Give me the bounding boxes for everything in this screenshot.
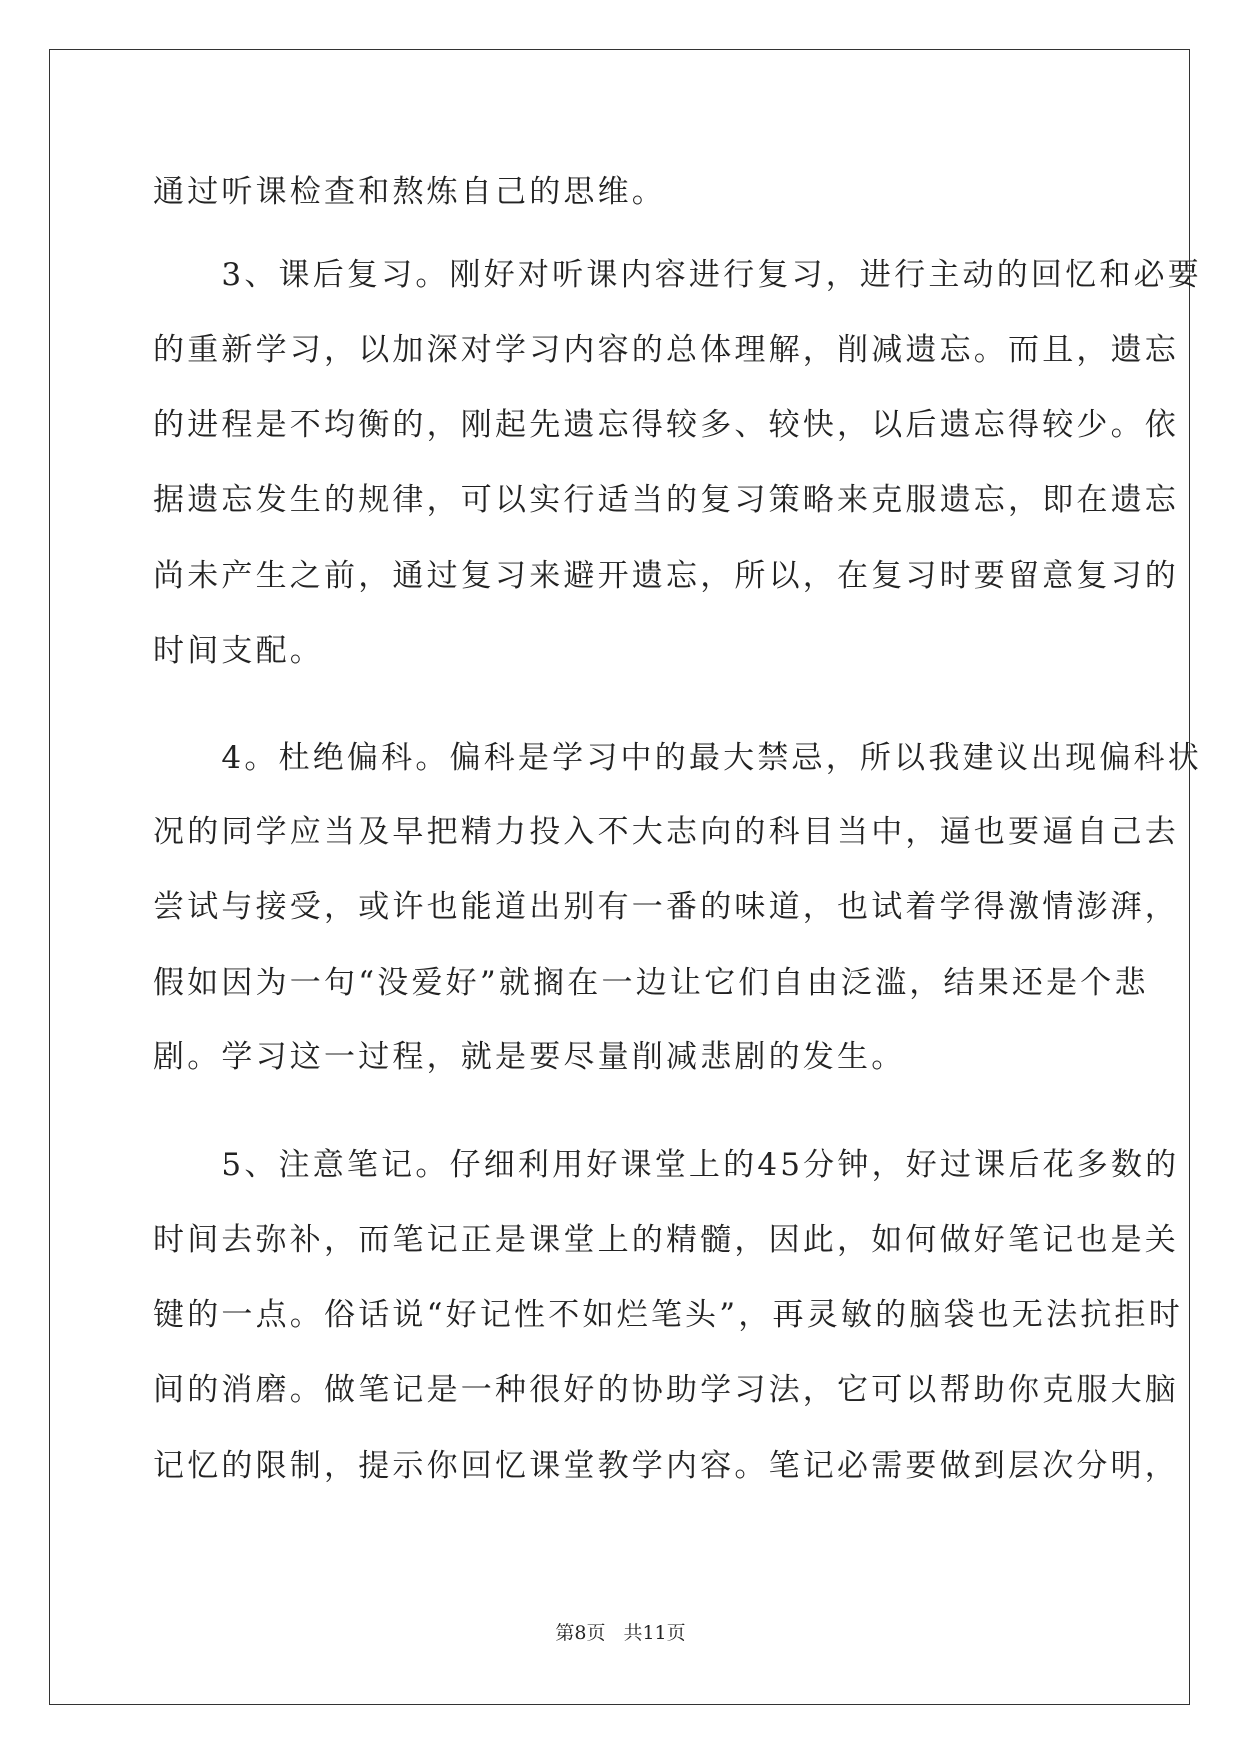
- text-line: 键的一点。俗话说“好记性不如烂笔头”，再灵敏的脑袋也无法抗拒时: [153, 1297, 1183, 1333]
- text-line: 的进程是不均衡的，刚起先遗忘得较多、较快，以后遗忘得较少。依: [153, 407, 1179, 443]
- text-line: 记忆的限制，提示你回忆课堂教学内容。笔记必需要做到层次分明，: [153, 1448, 1179, 1484]
- text-line: 5、注意笔记。仔细利用好课堂上的45分钟，好过课后花多数的: [153, 1147, 1180, 1183]
- text-line: 况的同学应当及早把精力投入不大志向的科目当中，逼也要逼自己去: [153, 814, 1179, 850]
- text-line: 假如因为一句“没爱好”就搁在一边让它们自由泛滥，结果还是个悲: [153, 965, 1149, 1001]
- text-line: 通过听课检查和熬炼自己的思维。: [153, 174, 666, 210]
- text-line: 3、课后复习。刚好对听课内容进行复习，进行主动的回忆和必要: [153, 257, 1202, 293]
- text-line: 剧。学习这一过程，就是要尽量削减悲剧的发生。: [153, 1039, 906, 1075]
- page-total: 共11页: [623, 1622, 686, 1644]
- text-line: 间的消磨。做笔记是一种很好的协助学习法，它可以帮助你克服大脑: [153, 1372, 1179, 1408]
- text-line: 尝试与接受，或许也能道出别有一番的味道，也试着学得激情澎湃，: [153, 889, 1179, 925]
- text-line: 尚未产生之前，通过复习来避开遗忘，所以，在复习时要留意复习的: [153, 558, 1179, 594]
- page-footer: [0, 1621, 1241, 1645]
- page-number: 第8页: [555, 1622, 606, 1644]
- text-line: 的重新学习，以加深对学习内容的总体理解，削减遗忘。而且，遗忘: [153, 332, 1179, 368]
- text-line: 4。杜绝偏科。偏科是学习中的最大禁忌，所以我建议出现偏科状: [153, 740, 1202, 776]
- text-line: 时间支配。: [153, 633, 324, 669]
- text-line: 据遗忘发生的规律，可以实行适当的复习策略来克服遗忘，即在遗忘: [153, 482, 1179, 518]
- text-line: 时间去弥补，而笔记正是课堂上的精髓，因此，如何做好笔记也是关: [153, 1222, 1179, 1258]
